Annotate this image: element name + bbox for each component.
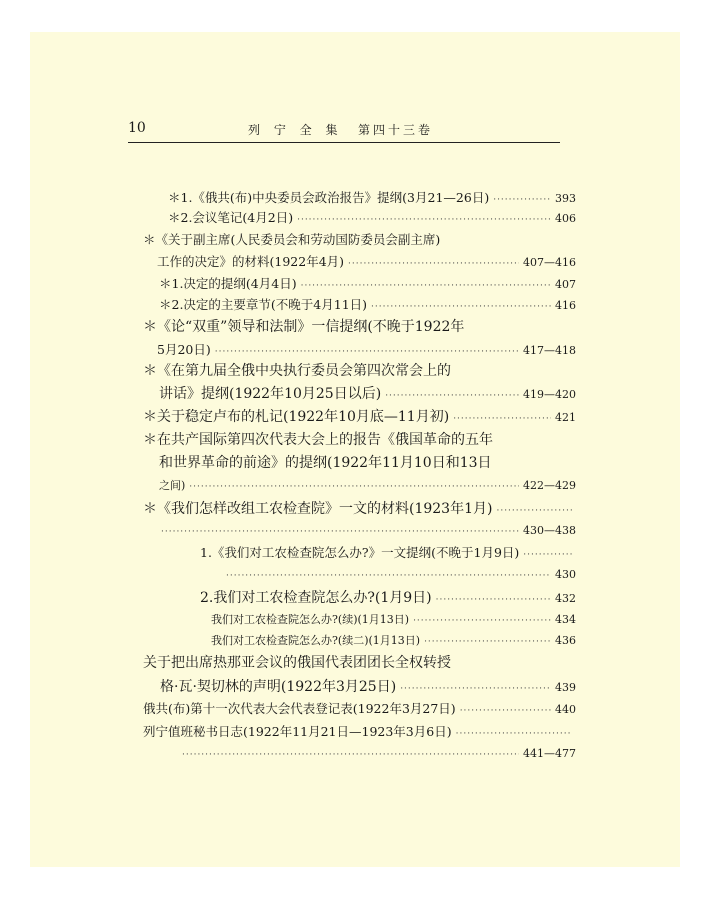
toc-entry: ····· 430: [222, 566, 576, 585]
toc-entry: 5月20日) ····· 417—418: [157, 341, 576, 361]
toc-entry: ＊《在第九届全俄中央执行委员会第四次常会上的: [143, 363, 451, 379]
toc-entry: ····· 441—477: [178, 745, 576, 764]
toc-entry: ＊2.会议笔记(4月2日) ····· 406: [168, 209, 576, 229]
toc-entry: 我们对工农检查院怎么办?(续二)(1月13日) ····· 436: [211, 632, 576, 651]
toc-entry: 工作的决定》的材料(1922年4月) ····· 407—416: [157, 253, 576, 273]
book-title: 列 宁 全 集: [248, 123, 343, 137]
toc-entry: 俄共(布)第十一次代表大会代表登记表(1922年3月27日) ····· 440: [143, 700, 576, 720]
page-number: 10: [128, 120, 146, 136]
toc-entry: ＊关于稳定卢布的札记(1922年10月底—11月初) ····· 421: [143, 408, 576, 428]
toc-entry: ＊2.决定的主要章节(不晚于4月11日) ····· 416: [159, 296, 576, 316]
toc-entry: 格·瓦·契切林的声明(1922年3月25日) ····· 439: [160, 678, 576, 698]
toc-entry: 和世界革命的前途》的提纲(1922年11月10日和13日: [159, 455, 492, 471]
toc-entry: 列宁值班秘书日志(1922年11月21日—1923年3月6日) ·····: [143, 723, 576, 743]
toc-entry: ····· 430—438: [157, 522, 576, 541]
toc-entry: 之间) ····· 422—429: [159, 477, 576, 496]
toc-entry: ＊《关于副主席(人民委员会和劳动国防委员会副主席): [143, 232, 441, 247]
toc-entry: ＊1.《俄共(布)中央委员会政治报告》提纲(3月21—26日) ····· 393: [168, 189, 576, 209]
toc-entry: ＊在共产国际第四次代表大会上的报告《俄国革命的五年: [143, 432, 493, 448]
toc-entry: 2.我们对工农检查院怎么办?(1月9日) ····· 432: [200, 589, 576, 609]
toc-entry: 我们对工农检查院怎么办?(续)(1月13日) ····· 434: [211, 611, 576, 630]
volume-label: 第四十三卷: [358, 123, 434, 137]
toc-entry: 关于把出席热那亚会议的俄国代表团团长全权转授: [143, 655, 451, 671]
toc-entry: ＊《论“双重”领导和法制》一信提纲(不晚于1922年: [143, 319, 465, 335]
toc-entry: 1.《我们对工农检查院怎么办?》一文提纲(不晚于1月9日) ·····: [200, 544, 576, 564]
toc-entry: ＊1.决定的提纲(4月4日) ····· 407: [159, 275, 576, 295]
toc-entry: ＊《我们怎样改组工农检查院》一文的材料(1923年1月) ·····: [143, 500, 576, 520]
toc-entry: 讲话》提纲(1922年10月25日以后) ····· 419—420: [159, 385, 576, 405]
page-header: [128, 120, 560, 143]
